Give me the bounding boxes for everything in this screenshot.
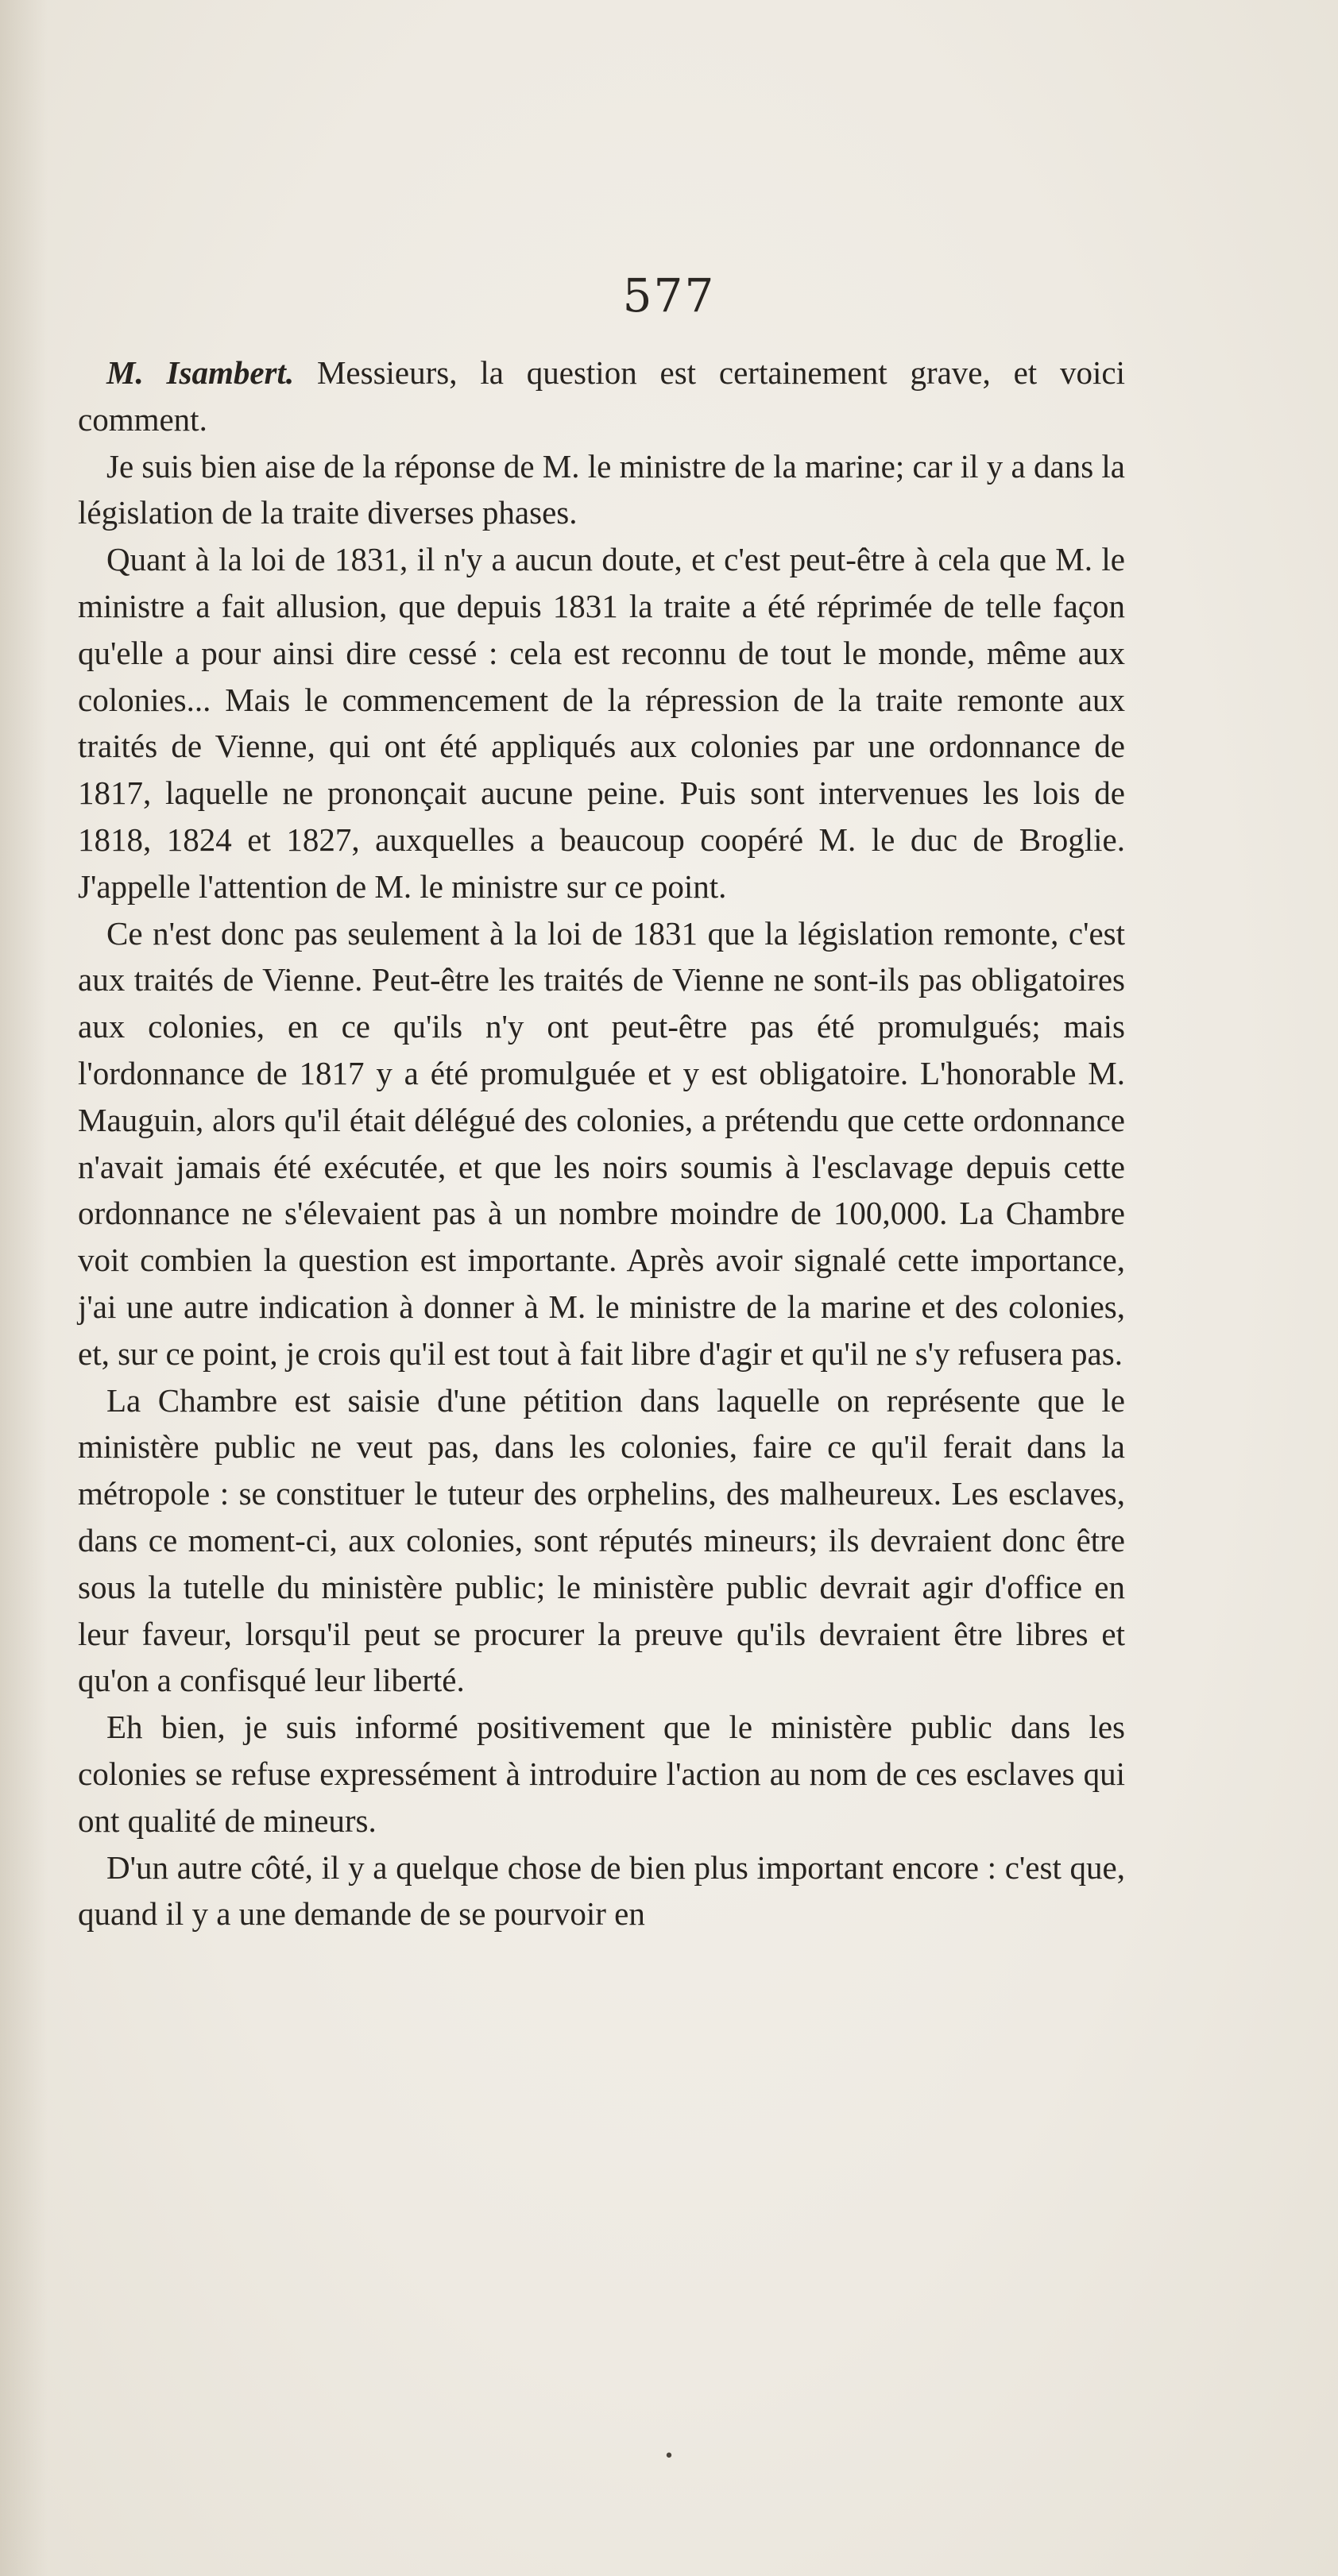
paragraph: La Chambre est saisie d'une pétition dans laquelle on représente que le ministère public ne veut pas, dans les colonies, faire ce qu'il ferait dans la métropole : se constituer le tuteur des orphelins, des malheureux. Les esclaves, dans ce moment-ci, aux colonies, sont réputés mineurs; ils devraient donc être sous la tutelle du ministère public; le ministère public devrait agir d'office en leur faveur, lorsqu'il peut se procurer la preuve qu'ils devraient être libres et qu'on a confisqué leur liberté.: [78, 1381, 1125, 1699]
paragraph-text: Messieurs, la question est certainement grave, et voici comment.: [78, 354, 1125, 438]
footer-mark: •: [663, 2447, 675, 2466]
paragraph: Eh bien, je suis informé positivement que le ministère public dans les colonies se refuse expressément à introduire l'action au nom de ces esclaves qui ont qualité de mineurs.: [78, 1709, 1125, 1839]
speaker-name: M. Isambert.: [106, 354, 295, 391]
paragraph: [78, 350, 1125, 443]
speech-text: [78, 350, 1125, 1937]
paragraph: D'un autre côté, il y a quelque chose de bien plus important encore : c'est que, quand il y a une demande de se pourvoir en: [78, 1848, 1125, 1933]
paragraph: Ce n'est donc pas seulement à la loi de 1831 que la législation remonte, c'est aux traités de Vienne. Peut-être les traités de Vienne ne sont-ils pas obligatoires aux colonies, en ce qu'ils n'y ont peut-être pas été promulgués; mais l'ordonnance de 1817 y a été promulguée et y est obligatoire. L'honorable M. Mauguin, alors qu'il était délégué des colonies, a prétendu que cette ordonnance n'avait jamais été exécutée, et que les noirs soumis à l'esclavage depuis cette ordonnance ne s'élevaient pas à un nombre moindre de 100,000. La Chambre voit combien la question est importante. Après avoir signalé cette importance, j'ai une autre indication à donner à M. le ministre de la marine et des colonies, et, sur ce point, je crois qu'il est tout à fait libre d'agir et qu'il ne s'y refusera pas.: [78, 914, 1125, 1372]
page-number: 577: [622, 268, 716, 322]
page-fold-shadow: [0, 0, 48, 2576]
paragraph: Je suis bien aise de la réponse de M. le ministre de la marine; car il y a dans la législation de la traite diverses phases.: [78, 447, 1125, 531]
paragraph: Quant à la loi de 1831, il n'y a aucun doute, et c'est peut-être à cela que M. le ministre a fait allusion, que depuis 1831 la traite a été réprimée de telle façon qu'elle a pour ainsi dire cessé : cela est reconnu de tout le monde, même aux colonies... Mais le commencement de la répression de la traite remonte aux traités de Vienne, qui ont été appliqués aux colonies par une ordonnance de 1817, laquelle ne prononçait aucune peine. Puis sont intervenues les lois de 1818, 1824 et 1827, auxquelles a beaucoup coopéré M. le duc de Broglie. J'appelle l'attention de M. le ministre sur ce point.: [78, 541, 1125, 905]
